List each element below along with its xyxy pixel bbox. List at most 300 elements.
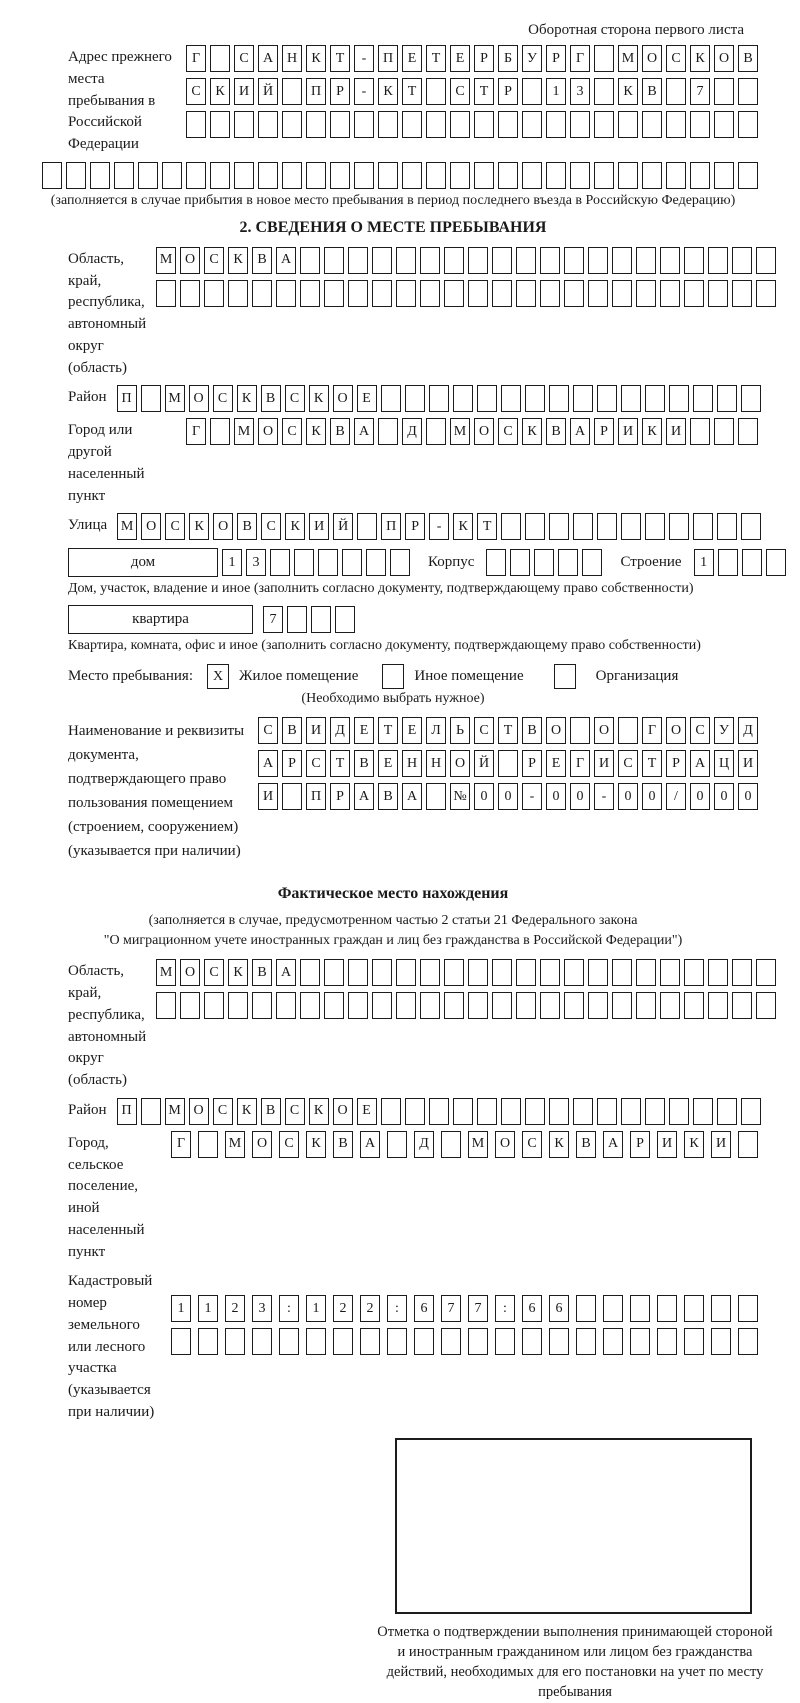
char-box[interactable] [141, 1098, 161, 1125]
char-box[interactable] [342, 549, 362, 576]
char-box[interactable]: - [594, 783, 614, 810]
char-box[interactable] [306, 111, 326, 138]
char-box[interactable] [711, 1295, 731, 1322]
char-box[interactable] [756, 280, 776, 307]
char-box[interactable] [477, 385, 497, 412]
char-box[interactable]: О [333, 385, 353, 412]
char-box[interactable]: - [429, 513, 449, 540]
char-box[interactable] [516, 959, 536, 986]
char-box[interactable] [426, 783, 446, 810]
char-box[interactable]: 6 [414, 1295, 434, 1322]
char-box[interactable]: К [309, 1098, 329, 1125]
char-box[interactable] [522, 1328, 542, 1355]
char-box[interactable] [669, 1098, 689, 1125]
char-box[interactable] [228, 280, 248, 307]
char-box[interactable]: Б [498, 45, 518, 72]
char-box[interactable] [570, 111, 590, 138]
char-box[interactable] [594, 78, 614, 105]
char-box[interactable]: - [354, 78, 374, 105]
char-box[interactable] [318, 549, 338, 576]
char-box[interactable]: К [306, 1131, 326, 1158]
char-box[interactable]: О [180, 247, 200, 274]
char-box[interactable] [549, 385, 569, 412]
char-box[interactable] [564, 247, 584, 274]
char-box[interactable] [378, 418, 398, 445]
char-box[interactable]: 1 [171, 1295, 191, 1322]
char-box[interactable] [441, 1131, 461, 1158]
char-box[interactable] [306, 162, 326, 189]
char-box[interactable] [612, 959, 632, 986]
char-box[interactable]: Е [402, 45, 422, 72]
char-box[interactable]: Р [330, 783, 350, 810]
char-box[interactable]: Р [630, 1131, 650, 1158]
char-box[interactable]: А [354, 418, 374, 445]
char-box[interactable] [378, 162, 398, 189]
char-box[interactable] [180, 992, 200, 1019]
char-box[interactable]: К [549, 1131, 569, 1158]
char-box[interactable]: К [378, 78, 398, 105]
char-box[interactable] [636, 280, 656, 307]
char-box[interactable] [738, 78, 758, 105]
char-box[interactable]: Р [474, 45, 494, 72]
char-box[interactable] [180, 280, 200, 307]
char-box[interactable]: 7 [690, 78, 710, 105]
char-box[interactable] [742, 549, 762, 576]
char-box[interactable]: О [642, 45, 662, 72]
char-box[interactable] [510, 549, 530, 576]
char-box[interactable]: А [402, 783, 422, 810]
char-box[interactable] [444, 280, 464, 307]
char-box[interactable]: В [333, 1131, 353, 1158]
char-box[interactable]: 0 [474, 783, 494, 810]
char-box[interactable]: : [495, 1295, 515, 1322]
char-box[interactable] [444, 992, 464, 1019]
char-box[interactable]: А [354, 783, 374, 810]
char-box[interactable] [684, 247, 704, 274]
char-box[interactable]: О [213, 513, 233, 540]
char-box[interactable] [66, 162, 86, 189]
char-box[interactable] [372, 280, 392, 307]
char-box[interactable] [714, 162, 734, 189]
char-box[interactable]: А [258, 45, 278, 72]
char-box[interactable] [576, 1295, 596, 1322]
char-box[interactable] [210, 111, 230, 138]
char-box[interactable]: Т [474, 78, 494, 105]
char-box[interactable]: 6 [522, 1295, 542, 1322]
char-box[interactable] [549, 513, 569, 540]
char-box[interactable] [660, 992, 680, 1019]
char-box[interactable] [468, 992, 488, 1019]
char-box[interactable]: А [690, 750, 710, 777]
char-box[interactable] [501, 385, 521, 412]
char-box[interactable] [414, 1328, 434, 1355]
char-box[interactable]: Г [186, 418, 206, 445]
char-box[interactable] [603, 1328, 623, 1355]
char-box[interactable]: Й [333, 513, 353, 540]
char-box[interactable] [498, 111, 518, 138]
char-box[interactable] [282, 783, 302, 810]
char-box[interactable] [348, 992, 368, 1019]
char-box[interactable] [756, 992, 776, 1019]
char-box[interactable]: Г [186, 45, 206, 72]
char-box[interactable]: И [666, 418, 686, 445]
char-box[interactable]: С [522, 1131, 542, 1158]
char-box[interactable]: П [117, 1098, 137, 1125]
char-box[interactable] [279, 1328, 299, 1355]
char-box[interactable]: В [522, 717, 542, 744]
char-box[interactable]: С [261, 513, 281, 540]
char-box[interactable] [234, 111, 254, 138]
char-box[interactable]: 3 [252, 1295, 272, 1322]
char-box[interactable]: С [618, 750, 638, 777]
char-box[interactable] [540, 247, 560, 274]
char-box[interactable] [210, 162, 230, 189]
char-box[interactable]: К [618, 78, 638, 105]
char-box[interactable] [468, 280, 488, 307]
char-box[interactable] [396, 247, 416, 274]
char-box[interactable] [360, 1328, 380, 1355]
char-box[interactable] [717, 1098, 737, 1125]
char-box[interactable]: 2 [225, 1295, 245, 1322]
char-box[interactable]: В [261, 1098, 281, 1125]
char-box[interactable]: П [306, 78, 326, 105]
char-box[interactable] [621, 513, 641, 540]
char-box[interactable] [381, 385, 401, 412]
char-box[interactable] [618, 717, 638, 744]
char-box[interactable] [708, 959, 728, 986]
char-box[interactable]: С [186, 78, 206, 105]
char-box[interactable] [429, 1098, 449, 1125]
char-box[interactable]: У [714, 717, 734, 744]
char-box[interactable] [636, 959, 656, 986]
char-box[interactable]: / [666, 783, 686, 810]
char-box[interactable]: С [498, 418, 518, 445]
char-box[interactable]: 7 [263, 606, 283, 633]
char-box[interactable] [708, 247, 728, 274]
char-box[interactable] [141, 385, 161, 412]
char-box[interactable] [42, 162, 62, 189]
char-box[interactable]: К [690, 45, 710, 72]
char-box[interactable] [525, 1098, 545, 1125]
char-box[interactable]: С [165, 513, 185, 540]
char-box[interactable] [387, 1328, 407, 1355]
char-box[interactable]: О [546, 717, 566, 744]
char-box[interactable] [234, 162, 254, 189]
char-box[interactable] [294, 549, 314, 576]
char-box[interactable]: О [450, 750, 470, 777]
char-box[interactable] [468, 247, 488, 274]
char-box[interactable] [669, 385, 689, 412]
char-box[interactable]: О [474, 418, 494, 445]
char-box[interactable] [594, 111, 614, 138]
char-box[interactable] [717, 385, 737, 412]
char-box[interactable]: П [117, 385, 137, 412]
char-box[interactable]: А [603, 1131, 623, 1158]
char-box[interactable] [717, 513, 737, 540]
char-box[interactable]: К [237, 385, 257, 412]
char-box[interactable]: М [234, 418, 254, 445]
char-box[interactable]: К [306, 418, 326, 445]
char-box[interactable] [738, 1328, 758, 1355]
char-box[interactable] [732, 247, 752, 274]
char-box[interactable] [741, 513, 761, 540]
char-box[interactable]: О [594, 717, 614, 744]
char-box[interactable]: В [378, 783, 398, 810]
char-box[interactable]: К [285, 513, 305, 540]
char-box[interactable]: 7 [441, 1295, 461, 1322]
char-box[interactable]: М [225, 1131, 245, 1158]
char-box[interactable] [492, 247, 512, 274]
char-box[interactable] [522, 162, 542, 189]
char-box[interactable] [390, 549, 410, 576]
char-box[interactable] [630, 1295, 650, 1322]
char-box[interactable] [300, 247, 320, 274]
char-box[interactable]: 1 [306, 1295, 326, 1322]
char-box[interactable]: Р [594, 418, 614, 445]
char-box[interactable]: А [360, 1131, 380, 1158]
char-box[interactable] [300, 992, 320, 1019]
char-box[interactable] [582, 549, 602, 576]
char-box[interactable] [429, 385, 449, 412]
char-box[interactable]: М [165, 1098, 185, 1125]
char-box[interactable] [444, 959, 464, 986]
char-box[interactable] [714, 418, 734, 445]
char-box[interactable]: Т [330, 45, 350, 72]
char-box[interactable] [636, 247, 656, 274]
char-box[interactable] [387, 1131, 407, 1158]
char-box[interactable] [708, 280, 728, 307]
char-box[interactable] [657, 1295, 677, 1322]
char-box[interactable] [741, 385, 761, 412]
char-box[interactable]: О [333, 1098, 353, 1125]
char-box[interactable] [156, 992, 176, 1019]
char-box[interactable]: К [684, 1131, 704, 1158]
char-box[interactable] [114, 162, 134, 189]
char-box[interactable]: Ц [714, 750, 734, 777]
char-box[interactable] [690, 111, 710, 138]
char-box[interactable] [468, 959, 488, 986]
char-box[interactable] [738, 418, 758, 445]
char-box[interactable]: Г [642, 717, 662, 744]
char-box[interactable] [468, 1328, 488, 1355]
char-box[interactable] [594, 45, 614, 72]
char-box[interactable] [357, 513, 377, 540]
char-box[interactable] [534, 549, 554, 576]
char-box[interactable] [573, 1098, 593, 1125]
char-box[interactable] [420, 959, 440, 986]
char-box[interactable] [138, 162, 158, 189]
char-box[interactable] [549, 1098, 569, 1125]
char-box[interactable]: 0 [546, 783, 566, 810]
char-box[interactable]: Г [171, 1131, 191, 1158]
char-box[interactable] [270, 549, 290, 576]
char-box[interactable] [453, 1098, 473, 1125]
char-box[interactable]: Й [258, 78, 278, 105]
char-box[interactable]: 1 [198, 1295, 218, 1322]
char-box[interactable] [612, 992, 632, 1019]
char-box[interactable] [258, 111, 278, 138]
char-box[interactable] [420, 247, 440, 274]
char-box[interactable] [426, 418, 446, 445]
char-box[interactable] [564, 992, 584, 1019]
char-box[interactable]: В [261, 385, 281, 412]
char-box[interactable]: 2 [360, 1295, 380, 1322]
char-box[interactable]: С [450, 78, 470, 105]
char-box[interactable]: С [285, 1098, 305, 1125]
char-box[interactable]: П [381, 513, 401, 540]
char-box[interactable]: К [189, 513, 209, 540]
char-box[interactable]: Н [282, 45, 302, 72]
char-box[interactable] [372, 992, 392, 1019]
char-box[interactable]: Т [477, 513, 497, 540]
char-box[interactable]: С [213, 1098, 233, 1125]
char-box[interactable]: М [165, 385, 185, 412]
char-box[interactable] [372, 959, 392, 986]
char-box[interactable]: К [306, 45, 326, 72]
char-box[interactable]: В [546, 418, 566, 445]
char-box[interactable] [738, 111, 758, 138]
char-box[interactable] [732, 992, 752, 1019]
char-box[interactable]: С [234, 45, 254, 72]
char-box[interactable] [714, 78, 734, 105]
char-box[interactable] [396, 992, 416, 1019]
char-box[interactable]: М [156, 959, 176, 986]
char-box[interactable] [402, 111, 422, 138]
char-box[interactable]: О [714, 45, 734, 72]
char-box[interactable] [474, 162, 494, 189]
char-box[interactable] [618, 162, 638, 189]
char-box[interactable] [162, 162, 182, 189]
char-box[interactable] [381, 1098, 401, 1125]
char-box[interactable] [396, 959, 416, 986]
char-box[interactable]: : [279, 1295, 299, 1322]
char-box[interactable] [198, 1328, 218, 1355]
char-box[interactable] [636, 992, 656, 1019]
char-box[interactable]: С [282, 418, 302, 445]
char-box[interactable]: В [252, 959, 272, 986]
char-box[interactable] [738, 162, 758, 189]
char-box[interactable] [405, 1098, 425, 1125]
char-box[interactable] [684, 959, 704, 986]
char-box[interactable]: С [474, 717, 494, 744]
char-box[interactable] [396, 280, 416, 307]
char-box[interactable] [324, 247, 344, 274]
char-box[interactable]: И [234, 78, 254, 105]
char-box[interactable] [693, 385, 713, 412]
char-box[interactable] [324, 959, 344, 986]
char-box[interactable] [90, 162, 110, 189]
char-box[interactable]: В [237, 513, 257, 540]
char-box[interactable]: 3 [570, 78, 590, 105]
char-box[interactable] [597, 385, 617, 412]
char-box[interactable] [564, 959, 584, 986]
char-box[interactable] [300, 959, 320, 986]
char-box[interactable]: Р [330, 78, 350, 105]
char-box[interactable] [660, 247, 680, 274]
char-box[interactable] [405, 385, 425, 412]
char-box[interactable] [486, 549, 506, 576]
char-box[interactable] [252, 280, 272, 307]
char-box[interactable] [732, 959, 752, 986]
char-box[interactable]: А [276, 959, 296, 986]
char-box[interactable] [693, 1098, 713, 1125]
char-box[interactable] [287, 606, 307, 633]
char-box[interactable]: К [237, 1098, 257, 1125]
char-box[interactable] [660, 280, 680, 307]
char-box[interactable]: Г [570, 750, 590, 777]
char-box[interactable] [645, 385, 665, 412]
char-box[interactable] [708, 992, 728, 1019]
char-box[interactable] [657, 1328, 677, 1355]
char-box[interactable]: В [282, 717, 302, 744]
char-box[interactable]: Ь [450, 717, 470, 744]
char-box[interactable]: 1 [546, 78, 566, 105]
char-box[interactable] [348, 247, 368, 274]
char-box[interactable] [378, 111, 398, 138]
char-box[interactable] [311, 606, 331, 633]
char-box[interactable] [642, 111, 662, 138]
char-box[interactable]: С [204, 247, 224, 274]
char-box[interactable]: С [258, 717, 278, 744]
char-box[interactable]: Д [414, 1131, 434, 1158]
char-box[interactable] [666, 162, 686, 189]
char-box[interactable] [666, 78, 686, 105]
char-box[interactable]: С [666, 45, 686, 72]
char-box[interactable] [228, 992, 248, 1019]
char-box[interactable] [252, 1328, 272, 1355]
char-box[interactable]: Р [522, 750, 542, 777]
char-box[interactable] [516, 280, 536, 307]
char-box[interactable] [738, 1131, 758, 1158]
char-box[interactable] [426, 162, 446, 189]
char-box[interactable] [492, 280, 512, 307]
char-box[interactable]: Т [498, 717, 518, 744]
char-box[interactable]: М [117, 513, 137, 540]
char-box[interactable]: Т [330, 750, 350, 777]
char-box[interactable] [348, 280, 368, 307]
char-box[interactable] [540, 992, 560, 1019]
char-box[interactable] [450, 111, 470, 138]
char-box[interactable] [210, 418, 230, 445]
char-box[interactable] [546, 111, 566, 138]
char-box[interactable] [492, 959, 512, 986]
char-box[interactable]: К [642, 418, 662, 445]
char-box[interactable]: И [657, 1131, 677, 1158]
char-box[interactable]: 0 [570, 783, 590, 810]
char-box[interactable]: С [306, 750, 326, 777]
char-box[interactable]: Е [450, 45, 470, 72]
char-box[interactable]: В [642, 78, 662, 105]
char-box[interactable]: Н [426, 750, 446, 777]
char-box[interactable] [669, 513, 689, 540]
char-box[interactable]: Е [354, 717, 374, 744]
char-box[interactable]: Р [282, 750, 302, 777]
char-box[interactable]: М [468, 1131, 488, 1158]
char-box[interactable]: 1 [222, 549, 242, 576]
char-box[interactable]: Р [405, 513, 425, 540]
char-box[interactable] [714, 111, 734, 138]
char-box[interactable] [426, 111, 446, 138]
char-box[interactable]: И [594, 750, 614, 777]
char-box[interactable] [525, 385, 545, 412]
char-box[interactable] [684, 280, 704, 307]
char-box[interactable]: 0 [714, 783, 734, 810]
char-box[interactable] [564, 280, 584, 307]
char-box[interactable]: О [189, 1098, 209, 1125]
char-box[interactable] [225, 1328, 245, 1355]
char-box[interactable]: Д [330, 717, 350, 744]
char-box[interactable] [441, 1328, 461, 1355]
